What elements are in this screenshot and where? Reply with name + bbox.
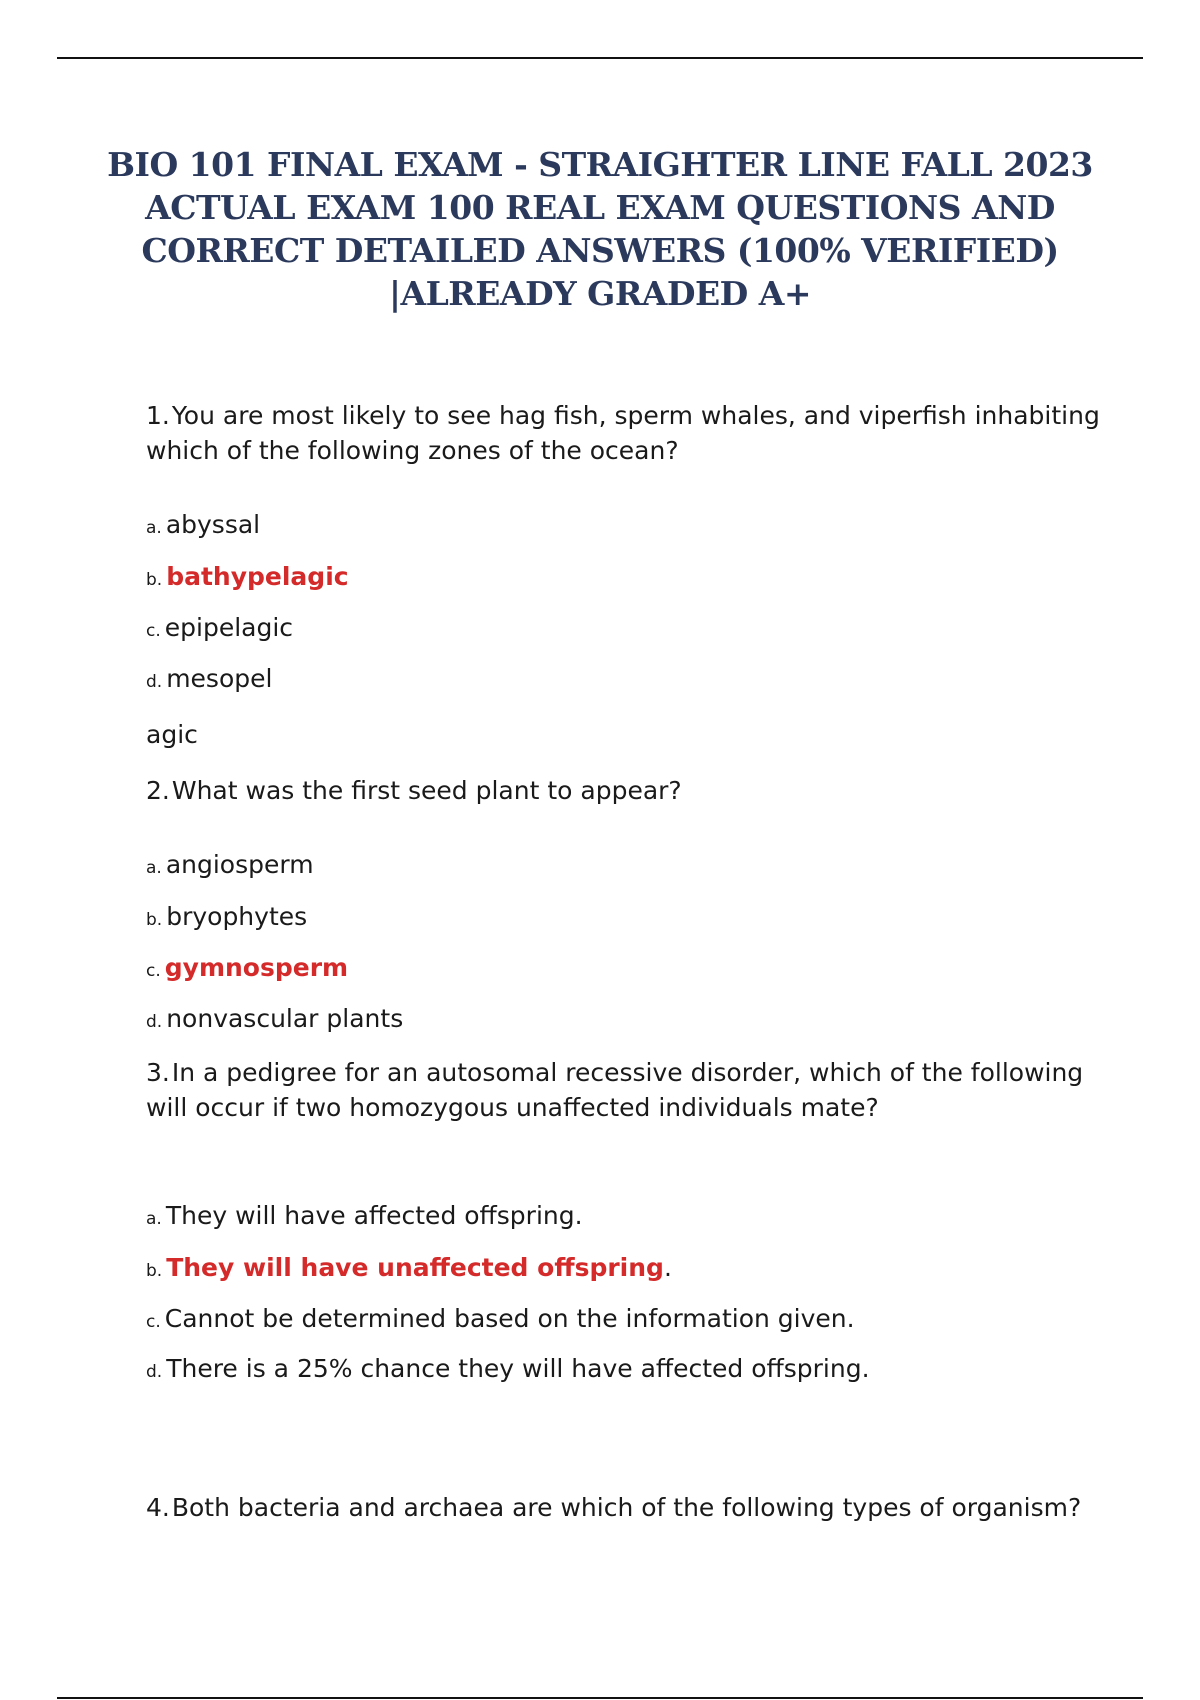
- document-title: BIO 101 FINAL EXAM - STRAIGHTER LINE FALL 2023 ACTUAL EXAM 100 REAL EXAM QUESTIONS AND CORRECT DETAILED ANSWERS (100% VERIFIED) |ALREADY GRADED A+: [107, 145, 1093, 313]
- option-letter: c.: [146, 1312, 161, 1332]
- option-text: They will have affected offspring.: [165, 1201, 583, 1230]
- correct-answer-text: gymnosperm: [164, 953, 349, 982]
- q3-option-c: [146, 1303, 855, 1338]
- top-rule: [57, 57, 1143, 59]
- option-letter: c.: [146, 961, 161, 981]
- option-text: mesopel: [166, 664, 273, 693]
- q1-option-b-correct: [146, 561, 349, 596]
- q1-option-d: [146, 663, 272, 698]
- option-letter: b.: [146, 910, 163, 930]
- question-text: In a pedigree for an autosomal recessive disorder, which of the following will occur if two homozygous unaffected individuals mate?: [146, 1058, 1084, 1122]
- option-letter: b.: [146, 1261, 163, 1281]
- question-number: 4.: [146, 1493, 170, 1522]
- option-text: Cannot be determined based on the information given.: [164, 1304, 855, 1333]
- option-letter: a.: [146, 518, 162, 538]
- option-text: abyssal: [165, 510, 261, 539]
- option-text: bryophytes: [166, 902, 308, 931]
- question-number: 1.: [146, 401, 170, 430]
- option-letter: d.: [146, 1012, 163, 1032]
- option-letter: a.: [146, 1209, 162, 1229]
- q3-option-a: [146, 1200, 583, 1235]
- question-text: What was the first seed plant to appear?: [171, 776, 682, 805]
- option-letter: d.: [146, 672, 163, 692]
- q3-option-b-correct: [146, 1252, 672, 1287]
- option-suffix: .: [663, 1253, 672, 1282]
- question-1: [146, 398, 1126, 468]
- question-3: [146, 1055, 1126, 1125]
- q2-option-d: [146, 1003, 403, 1038]
- q1-option-c: [146, 612, 293, 647]
- q2-option-b: [146, 901, 307, 936]
- correct-answer-text: They will have unaffected offspring: [166, 1253, 664, 1282]
- q1-option-a: [146, 509, 260, 544]
- question-2: [146, 773, 1126, 808]
- question-text: Both bacteria and archaea are which of the following types of organism?: [171, 1493, 1082, 1522]
- option-letter: a.: [146, 858, 162, 878]
- option-letter: c.: [146, 621, 161, 641]
- q2-option-c-correct: [146, 952, 348, 987]
- question-4: [146, 1490, 1126, 1525]
- option-text: angiosperm: [165, 850, 314, 879]
- correct-answer-text: bathypelagic: [166, 562, 349, 591]
- option-text: epipelagic: [164, 613, 294, 642]
- question-number: 3.: [146, 1058, 170, 1087]
- option-text: nonvascular plants: [166, 1004, 404, 1033]
- q3-option-d: [146, 1353, 870, 1388]
- q1-trailing-fragment: agic: [146, 720, 198, 749]
- question-number: 2.: [146, 776, 170, 805]
- option-text: There is a 25% chance they will have affected offspring.: [166, 1354, 870, 1383]
- option-letter: b.: [146, 570, 163, 590]
- q2-option-a: [146, 849, 314, 884]
- bottom-rule: [57, 1697, 1143, 1699]
- option-letter: d.: [146, 1362, 163, 1382]
- question-text: You are most likely to see hag fish, sperm whales, and viperfish inhabiting which of the following zones of the ocean?: [146, 401, 1100, 465]
